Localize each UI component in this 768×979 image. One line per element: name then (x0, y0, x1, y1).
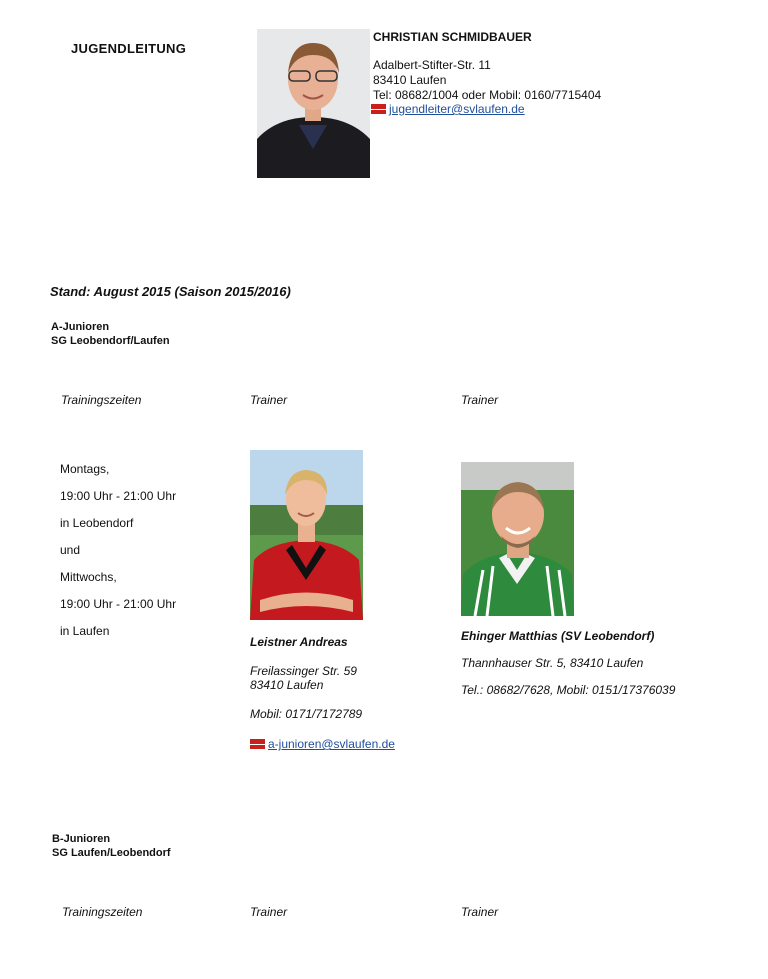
head-street: Adalbert-Stifter-Str. 11 (373, 58, 491, 72)
trainer2-photo (461, 462, 574, 616)
schedule-line: 19:00 Uhr - 21:00 Uhr (60, 489, 177, 503)
col-trainer1-a: Trainer (250, 393, 288, 407)
schedule-line: Montags, (60, 462, 110, 476)
trainer2-name: Ehinger Matthias (SV Leobendorf) (461, 629, 655, 643)
stand-date: Stand: August 2015 (Saison 2015/2016) (50, 284, 291, 299)
col-training-b: Trainingszeiten (62, 905, 143, 919)
person-portrait-icon (250, 450, 363, 620)
schedule-line: Mittwochs, (60, 570, 117, 584)
head-email-link[interactable]: jugendleiter@svlaufen.de (389, 102, 525, 116)
a-junioren-subtitle: SG Leobendorf/Laufen (51, 335, 170, 347)
portrait-photo-head (257, 29, 370, 178)
trainer1-name: Leistner Andreas (250, 635, 348, 649)
person-portrait-icon (461, 462, 574, 616)
b-junioren-title: B-Junioren (52, 833, 111, 845)
envelope-icon (250, 739, 265, 749)
trainer2-phone: Tel.: 08682/7628, Mobil: 0151/17376039 (461, 683, 676, 697)
trainer1-street: Freilassinger Str. 59 (250, 664, 357, 678)
trainer2-address: Thannhauser Str. 5, 83410 Laufen (461, 656, 644, 670)
a-junioren-title: A-Junioren (51, 321, 110, 333)
col-trainer2-b: Trainer (461, 905, 499, 919)
schedule-line: und (60, 543, 81, 557)
trainer1-photo (250, 450, 363, 620)
trainer1-email-row (250, 737, 395, 751)
col-trainer2-a: Trainer (461, 393, 499, 407)
b-junioren-subtitle: SG Laufen/Leobendorf (52, 847, 171, 859)
head-city: 83410 Laufen (373, 73, 447, 87)
schedule-line: in Laufen (60, 624, 110, 638)
section-title: JUGENDLEITUNG (71, 41, 187, 56)
col-training-a: Trainingszeiten (61, 393, 142, 407)
schedule-line: 19:00 Uhr - 21:00 Uhr (60, 597, 177, 611)
head-email-row (371, 102, 525, 116)
person-portrait-icon (257, 29, 370, 178)
head-name: CHRISTIAN SCHMIDBAUER (373, 30, 532, 44)
schedule-line: in Leobendorf (60, 516, 134, 530)
col-trainer1-b: Trainer (250, 905, 288, 919)
trainer1-city: 83410 Laufen (250, 678, 324, 692)
envelope-icon (371, 104, 386, 114)
head-phone: Tel: 08682/1004 oder Mobil: 0160/7715404 (373, 88, 602, 102)
trainer1-email-link[interactable]: a-junioren@svlaufen.de (268, 737, 395, 751)
trainer1-mobile: Mobil: 0171/7172789 (250, 707, 363, 721)
